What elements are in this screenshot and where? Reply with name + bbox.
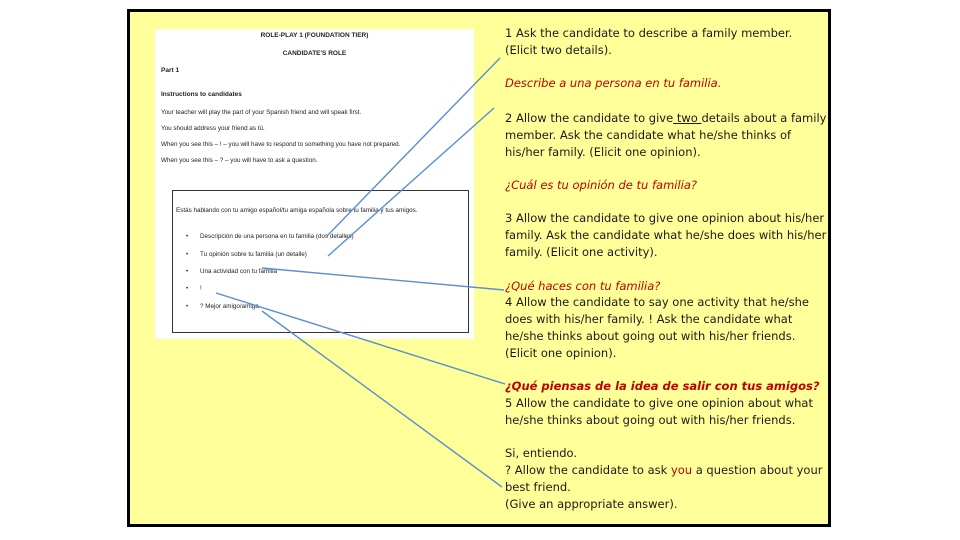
card-title: ROLE-PLAY 1 (FOUNDATION TIER) xyxy=(260,32,369,39)
note-4: 4 Allow the candidate to say one activity that he/she does with his/her family. ! Ask the candidate what he/she thinks about going out with his/her friends. (Elicit one opinion). xyxy=(505,295,809,360)
note-6: Si, entiendo. xyxy=(505,446,578,460)
note-6-answer: (Give an appropriate answer). xyxy=(505,497,678,511)
instruction-line: Your teacher will play the part of your Spanish friend and will speak first. xyxy=(161,109,362,116)
card-part: Part 1 xyxy=(161,67,180,74)
task-item: • Tu opinión sobre tu familia (un detalle) xyxy=(186,251,307,258)
note-2: 2 Allow the candidate to give two details about a family member. Ask the candidate what he/she thinks of his/her family. (Elicit one opinion). xyxy=(505,111,827,159)
note-5: 5 Allow the candidate to give one opinion about what he/she thinks about going out with his/her friends. xyxy=(505,396,813,427)
note-1-spanish: Describe a una persona en tu familia. xyxy=(505,76,722,90)
note-3: 3 Allow the candidate to give one opinion about his/her family. Ask the candidate what he/she does with his/her family. (Elicit one activity). xyxy=(505,211,827,259)
note-1: 1 Ask the candidate to describe a family member. (Elicit two details). xyxy=(505,26,793,57)
role-play-card xyxy=(155,29,474,339)
note-4-spanish: ¿Qué piensas de la idea de salir con tus amigos? xyxy=(505,379,820,393)
instruction-line: When you see this – ? – you will have to ask a question. xyxy=(161,157,318,164)
task-item: • ? Mejor amigo/amiga xyxy=(186,303,259,310)
task-box xyxy=(172,190,469,333)
task-item: • ! xyxy=(186,285,202,292)
task-item: • Descripción de una persona en tu familia (dos detalles) xyxy=(186,233,354,240)
instruction-line: When you see this – ! – you will have to respond to something you have not prepared. xyxy=(161,141,401,148)
note-3-spanish: ¿Qué haces con tu familia? xyxy=(505,279,661,293)
card-subtitle: CANDIDATE'S ROLE xyxy=(282,50,347,57)
task-item: • Una actividad con tu familia xyxy=(186,268,278,275)
note-6-instruction: ? Allow the candidate to ask you a question about your best friend. xyxy=(505,463,823,494)
instructions-heading: Instructions to candidates xyxy=(161,91,242,98)
note-2-spanish: ¿Cuál es tu opinión de tu familia? xyxy=(505,178,698,192)
task-heading: Estás hablando con tu amigo español/tu amiga española sobre tu familia y tus amigos. xyxy=(176,207,418,214)
instruction-line: You should address your friend as tú. xyxy=(161,125,265,132)
